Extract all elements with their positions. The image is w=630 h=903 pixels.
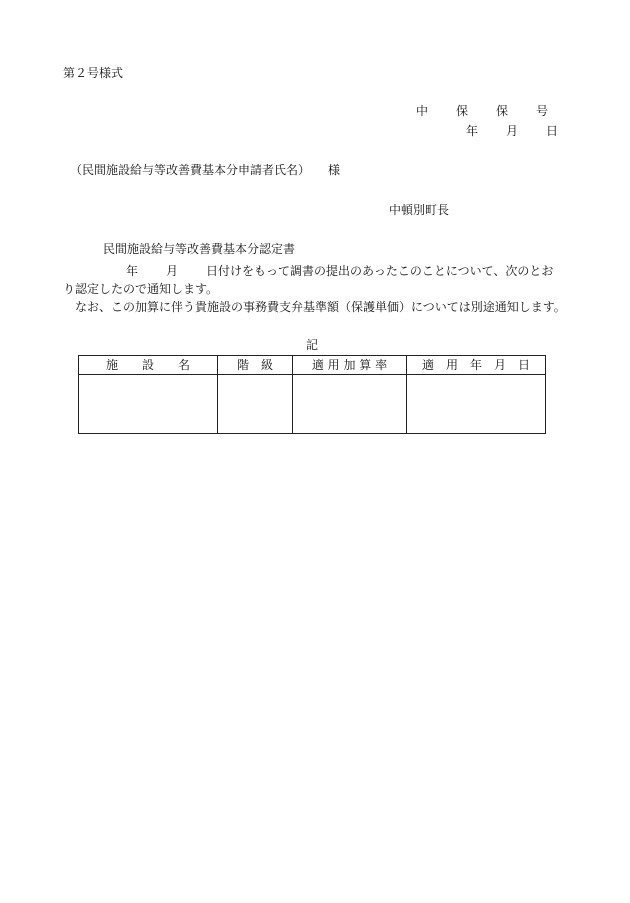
doc-number-char-4: 号 [536, 104, 549, 118]
body-year-label: 年 [126, 264, 139, 278]
body-paragraph-2 [63, 298, 567, 316]
doc-number-char-3: 保 [496, 104, 509, 118]
header-facility-name: 施 設 名 [79, 356, 218, 375]
body-paragraph-1 [63, 262, 567, 298]
recipient-name-placeholder: （民間施設給与等改善費基本分申請者氏名） [70, 163, 311, 177]
header-applied-date: 適 用 年 月 日 [407, 356, 546, 375]
recipient-line [70, 164, 340, 176]
issuer-name: 中頓別町長 [389, 203, 450, 217]
body-line2: り認定したので通知します。 [63, 282, 219, 296]
header-grade: 階 級 [218, 356, 293, 375]
ki-label: 記 [306, 338, 319, 352]
date-month: 月 [506, 124, 519, 138]
table-header-row [79, 356, 546, 375]
issue-date [466, 125, 558, 137]
cell-applied-rate [293, 375, 407, 434]
document-number [416, 105, 548, 117]
body-month-label: 月 [166, 264, 179, 278]
cell-applied-date [407, 375, 546, 434]
table-row [79, 375, 546, 434]
body-text [63, 262, 567, 316]
facility-table [78, 355, 546, 434]
body-line1-rest: 日付けをもって調書の提出のあったこのことについて、次のとお [206, 264, 554, 278]
date-year: 年 [466, 124, 479, 138]
recipient-honorific: 様 [328, 163, 341, 177]
doc-number-char-1: 中 [416, 104, 429, 118]
header-applied-rate: 適 用 加 算 率 [293, 356, 407, 375]
cell-grade [218, 375, 293, 434]
document-title: 民間施設給与等改善費基本分認定書 [103, 242, 296, 256]
form-number: 第２号様式 [63, 66, 124, 80]
doc-number-char-2: 保 [456, 104, 469, 118]
date-day: 日 [546, 124, 559, 138]
body-paragraph-2-text: なお、この加算に伴う貴施設の事務費支弁基準額（保護単価）については別途通知します。 [75, 300, 566, 314]
cell-facility-name [79, 375, 218, 434]
